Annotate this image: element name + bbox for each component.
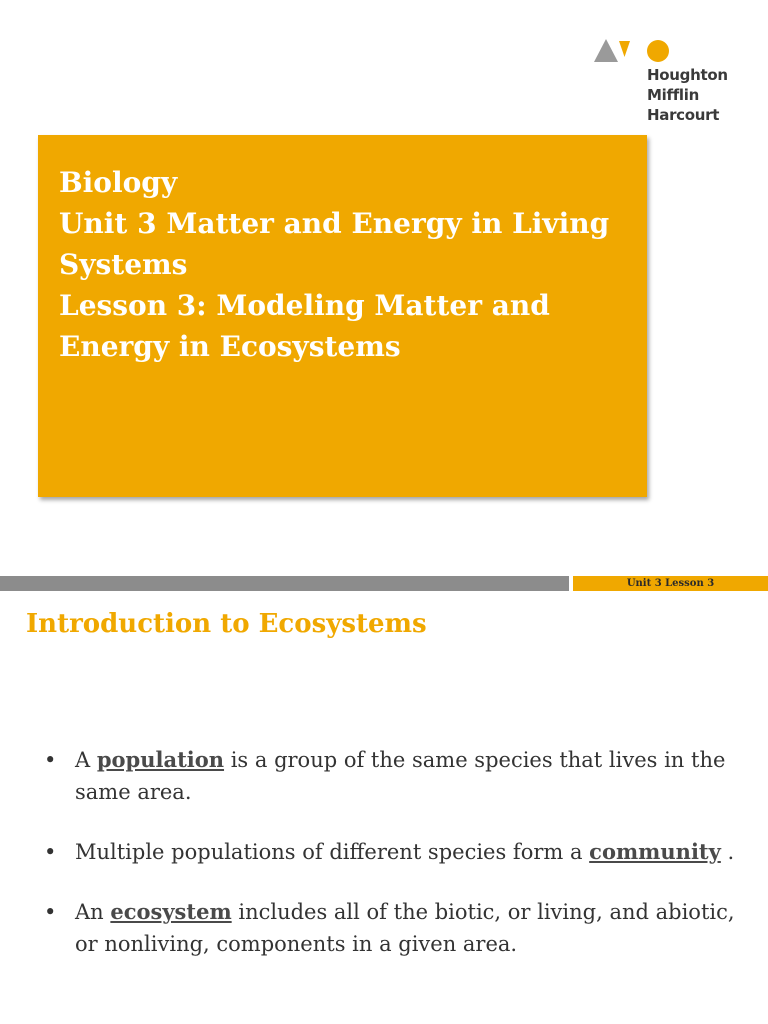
bullet-text: A xyxy=(75,748,97,772)
subject-title: Biology xyxy=(59,166,178,199)
lesson-title: Lesson 3: Modeling Matter and Energy in Ecosystems xyxy=(59,289,550,363)
logo-line: Harcourt xyxy=(647,106,720,124)
term-community: community xyxy=(589,839,721,864)
term-ecosystem: ecosystem xyxy=(110,899,232,924)
bullet-item-ecosystem xyxy=(44,896,744,960)
logo-wordmark xyxy=(647,65,728,125)
slide-divider-gray xyxy=(0,576,569,591)
unit-title: Unit 3 Matter and Energy in Living Systems xyxy=(59,207,610,281)
term-population: population xyxy=(96,747,225,772)
hmh-logo xyxy=(594,38,734,128)
bullet-text: is a group of the same species that lives in the same area. xyxy=(75,748,726,804)
bullet-text: An xyxy=(75,900,111,924)
bullet-icon: • xyxy=(44,748,57,772)
logo-shapes-icon xyxy=(594,38,674,64)
logo-line: Mifflin xyxy=(647,86,699,104)
slide-label: Unit 3 Lesson 3 xyxy=(626,578,715,589)
logo-triangle-icon xyxy=(594,39,618,62)
bullet-item-population xyxy=(44,744,744,808)
bullet-text: includes all of the biotic, or living, and abiotic, or nonliving, components in a given area. xyxy=(75,900,735,956)
bullet-icon: • xyxy=(44,900,57,924)
title-text xyxy=(59,162,629,367)
bullet-list xyxy=(44,744,744,960)
logo-chevron-icon xyxy=(619,41,630,57)
logo-circle-icon xyxy=(647,40,669,62)
bullet-icon: • xyxy=(44,840,57,864)
logo-line: Houghton xyxy=(647,66,728,84)
bullet-text: Multiple populations of different species form a xyxy=(75,840,590,864)
bullet-text: . xyxy=(720,840,735,864)
title-box xyxy=(38,135,647,497)
bullet-item-community xyxy=(44,836,744,868)
section-title: Introduction to Ecosystems xyxy=(26,609,427,639)
